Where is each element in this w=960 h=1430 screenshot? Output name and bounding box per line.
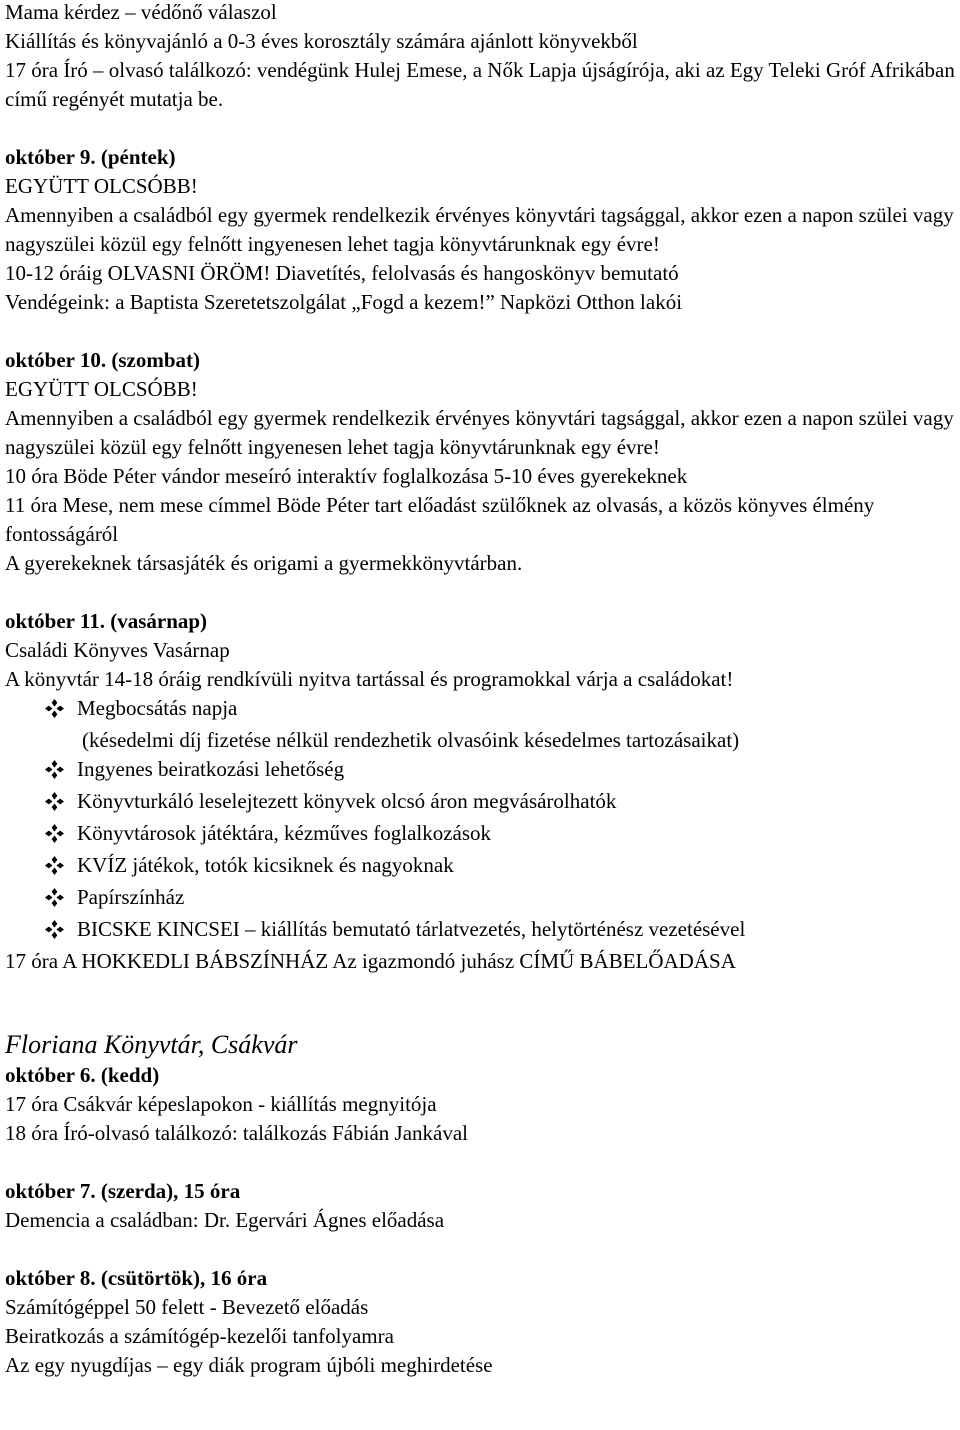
oct9-text: Amennyiben a családból egy gyermek rendelkezik érvényes könyvtári tagsággal, akkor ezen a napon szülei vagy nagyszülei közül egy felnőtt ingyenesen lehet tagja könyvtárunknak egy évre!: [5, 203, 954, 256]
oct10-promo: EGYÜTT OLCSÓBB!: [5, 377, 198, 401]
oct11-bullet-item: [5, 851, 957, 883]
document-page: [5, 0, 957, 1380]
bullet-text: Megbocsátás napja: [77, 696, 238, 720]
oct11-date: október 11. (vasárnap): [5, 609, 208, 633]
four-diamond-bullet-icon: [5, 755, 77, 787]
oct9-event-2: Vendégeink: a Baptista Szeretetszolgálat „Fogd a kezem!” Napközi Otthon lakói: [5, 290, 683, 314]
oct11-bullet-item: [5, 883, 957, 915]
spacer: [5, 1148, 957, 1177]
floriana-heading: Floriana Könyvtár, Csákvár: [5, 1030, 298, 1059]
oct11-intro: A könyvtár 14-18 óráig rendkívüli nyitva tartással és programokkal várja a családokat!: [5, 667, 734, 691]
oct11-bullet-1-sub: (késedelmi díj fizetése nélkül rendezhetik olvasóink késedelmes tartozásaikat): [82, 728, 740, 752]
oct11-bullet-item: [5, 694, 957, 726]
floriana-oct6-event-2: 18 óra Író-olvasó találkozó: találkozás Fábián Jankával: [5, 1121, 469, 1145]
oct11-title: Családi Könyves Vasárnap: [5, 638, 230, 662]
four-diamond-bullet-icon: [5, 819, 77, 851]
floriana-oct7-event: Demencia a családban: Dr. Egervári Ágnes előadása: [5, 1208, 445, 1232]
four-diamond-bullet-icon: [5, 694, 77, 726]
spacer: [5, 317, 957, 346]
oct10-event-3: A gyerekeknek társasjáték és origami a gyermekkönyvtárban.: [5, 551, 523, 575]
floriana-oct6-date: október 6. (kedd): [5, 1063, 160, 1087]
oct11-closing: 17 óra A HOKKEDLI BÁBSZÍNHÁZ Az igazmondó juhász CÍMŰ BÁBELŐADÁSA: [5, 949, 736, 973]
spacer: [5, 114, 957, 143]
bullet-text: Papírszínház: [77, 885, 185, 909]
spacer: [5, 1005, 957, 1027]
bullet-text: Ingyenes beiratkozási lehetőség: [77, 757, 345, 781]
floriana-oct6-event-1: 17 óra Csákvár képeslapokon - kiállítás megnyitója: [5, 1092, 437, 1116]
bullet-text: BICSKE KINCSEI – kiállítás bemutató tárlatvezetés, helytörténész vezetésével: [77, 917, 746, 941]
oct10-event-2: 11 óra Mese, nem mese címmel Böde Péter tart előadást szülőknek az olvasás, a közös könyves élmény fontosságáról: [5, 493, 875, 546]
bullet-text: Könyvturkáló leselejtezett könyvek olcsó áron megvásárolhatók: [77, 789, 617, 813]
floriana-oct8-date: október 8. (csütörtök), 16 óra: [5, 1266, 268, 1290]
four-diamond-bullet-icon: [5, 915, 77, 947]
four-diamond-bullet-icon: [5, 787, 77, 819]
floriana-oct8-event-1: Számítógéppel 50 felett - Bevezető előadás: [5, 1295, 369, 1319]
bullet-text: Könyvtárosok játéktára, kézműves foglalkozások: [77, 821, 492, 845]
floriana-oct8-event-3: Az egy nyugdíjas – egy diák program újbóli meghirdetése: [5, 1353, 493, 1377]
oct9-event-1: 10-12 óráig OLVASNI ÖRÖM! Diavetítés, felolvasás és hangoskönyv bemutató: [5, 261, 679, 285]
oct11-bullet-item: [5, 915, 957, 947]
floriana-oct7-date: október 7. (szerda), 15 óra: [5, 1179, 241, 1203]
top-line-2: Kiállítás és könyvajánló a 0-3 éves korosztály számára ajánlott könyvekből: [5, 29, 638, 53]
four-diamond-bullet-icon: [5, 883, 77, 915]
oct11-bullet-item: [5, 819, 957, 851]
spacer: [5, 578, 957, 607]
four-diamond-bullet-icon: [5, 851, 77, 883]
oct11-bullet-item: [5, 787, 957, 819]
oct10-date: október 10. (szombat): [5, 348, 201, 372]
spacer: [5, 1235, 957, 1264]
top-line-1: Mama kérdez – védőnő válaszol: [5, 0, 277, 24]
oct11-bullet-item: [5, 755, 957, 787]
spacer: [5, 976, 957, 1005]
top-line-3: 17 óra Író – olvasó találkozó: vendégünk Hulej Emese, a Nők Lapja újságírója, aki az Egy Teleki Gróf Afrikában című regényét mutatja be.: [5, 58, 955, 111]
oct10-text: Amennyiben a családból egy gyermek rendelkezik érvényes könyvtári tagsággal, akkor ezen a napon szülei vagy nagyszülei közül egy felnőtt ingyenesen lehet tagja könyvtárunknak egy évre!: [5, 406, 954, 459]
oct10-event-1: 10 óra Böde Péter vándor meseíró interaktív foglalkozása 5-10 éves gyerekeknek: [5, 464, 688, 488]
floriana-oct8-event-2: Beiratkozás a számítógép-kezelői tanfolyamra: [5, 1324, 394, 1348]
oct9-date: október 9. (péntek): [5, 145, 176, 169]
oct9-promo: EGYÜTT OLCSÓBB!: [5, 174, 198, 198]
bullet-text: KVÍZ játékok, totók kicsiknek és nagyoknak: [77, 853, 454, 877]
